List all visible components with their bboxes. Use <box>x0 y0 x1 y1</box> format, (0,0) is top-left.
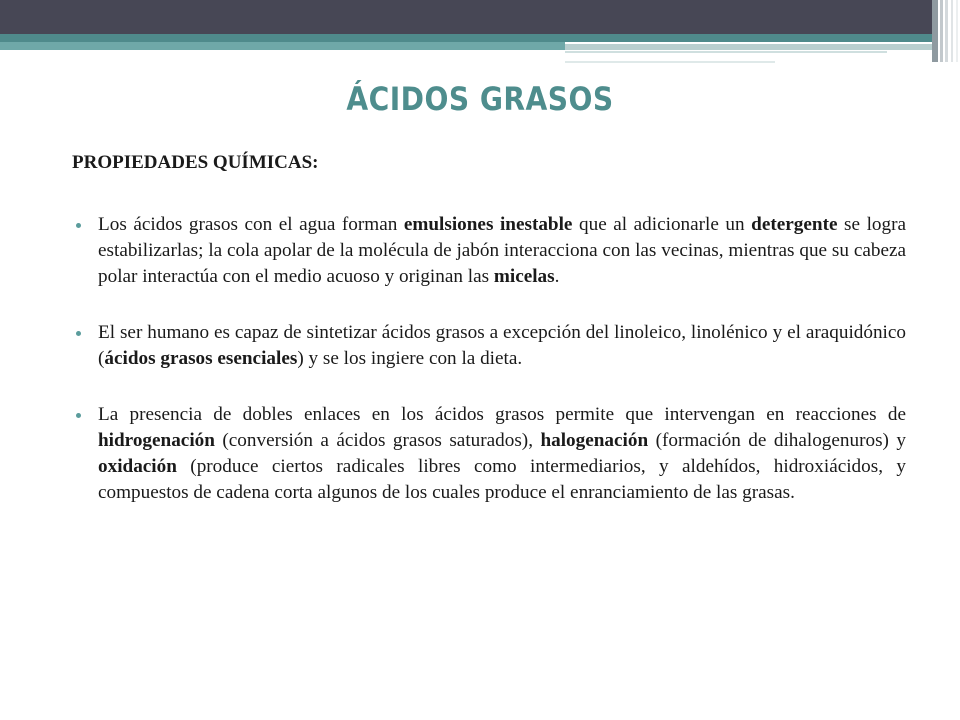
bullet-item <box>76 402 906 506</box>
bullet-segment: se logra estabilizarlas; la cola apolar de la molécula de jabón interacciona con las vecinas, mientras que su cabeza polar interactúa con el medio acuoso y originan las <box>98 214 906 287</box>
section-subtitle: PROPIEDADES QUÍMICAS: <box>72 152 319 173</box>
bullet-emphasis: emulsiones inestable <box>403 214 573 235</box>
bullet-segment: (formación de dihalogenuros) y <box>648 430 906 451</box>
bullet-emphasis: halogenación <box>540 430 649 451</box>
bullet-segment: Los ácidos grasos con el agua forman <box>98 214 404 235</box>
header-teal-band <box>0 34 932 42</box>
bullet-dot-icon <box>76 331 81 336</box>
bullet-item <box>76 320 906 372</box>
bullet-segment: ) y se los ingiere con la dieta. <box>297 348 523 369</box>
bullet-item <box>76 212 906 290</box>
bullet-emphasis: micelas <box>493 266 555 287</box>
header-vertical-stripe <box>932 0 938 62</box>
bullet-dot-icon <box>76 223 81 228</box>
bullet-text <box>98 214 906 287</box>
bullet-segment: La presencia de dobles enlaces en los ácidos grasos permite que intervengan en reacciones de <box>98 404 906 425</box>
bullet-emphasis: hidrogenación <box>98 430 215 451</box>
bullet-text <box>98 404 906 503</box>
header-vertical-stripe <box>945 0 948 62</box>
header-thin-line <box>565 51 887 53</box>
header-vertical-stripe <box>940 0 943 62</box>
header-thin-line <box>565 61 775 63</box>
header-vertical-stripe <box>956 0 958 62</box>
bullet-dot-icon <box>76 413 81 418</box>
slide-title: ÁCIDOS GRASOS <box>346 80 614 118</box>
bullet-text <box>98 322 906 369</box>
header-light-band <box>565 44 932 50</box>
bullet-segment: El ser humano es capaz de sintetizar ácidos grasos a excepción del linoleico, linolénico y el araquidónico ( <box>98 322 906 369</box>
bullet-segment: (produce ciertos radicales libres como intermediarios, y aldehídos, hidroxiácidos, y compuestos de cadena corta algunos de los cuales produce el enranciamiento de las grasas. <box>98 456 906 503</box>
bullet-list <box>76 212 906 536</box>
bullet-segment: que al adicionarle un <box>572 214 752 235</box>
header-teal-band-secondary <box>0 42 565 50</box>
bullet-emphasis: ácidos grasos esenciales <box>104 348 298 369</box>
bullet-emphasis: detergente <box>751 214 838 235</box>
header-dark-band <box>0 0 932 34</box>
header-vertical-stripe <box>951 0 953 62</box>
bullet-emphasis: oxidación <box>98 456 177 477</box>
bullet-segment: (conversión a ácidos grasos saturados), <box>214 430 541 451</box>
bullet-segment: . <box>554 266 560 287</box>
